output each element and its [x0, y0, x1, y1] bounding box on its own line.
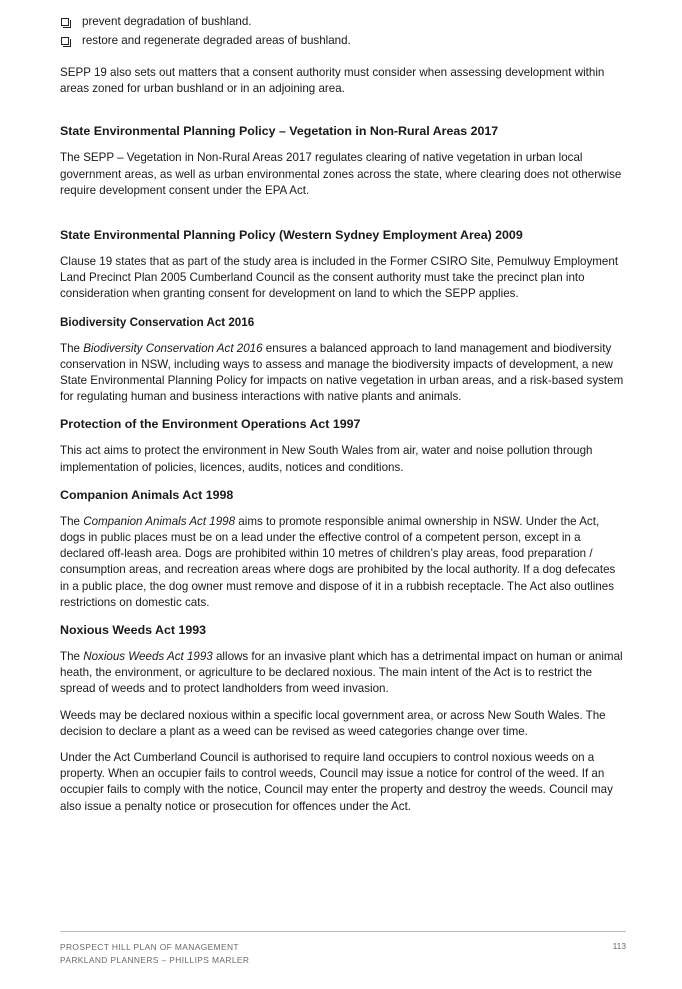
- weeds-post: allows for an invasive plant which has a detrimental impact on human or animal heath, the environment, or agriculture to be declared noxious. The main intent of the Act is to restrict the spread of weeds and to protect landholders from weed invasion.: [60, 650, 623, 696]
- footer-document-title: PROSPECT HILL PLAN OF MANAGEMENT: [60, 942, 239, 952]
- checkbox-bullet-icon: [61, 37, 69, 45]
- weeds-pre: The: [60, 650, 84, 664]
- footer-left: [60, 941, 249, 966]
- weeds-act-title: Noxious Weeds Act 1993: [83, 650, 213, 664]
- bio-post: ensures a balanced approach to land management and biodiversity conservation in NSW, including ways to assess and manage the biodiversity impacts of development, a new State Environmental Planning Policy for impacts on native vegetation in urban areas, and a risk-based system for regulating human and business interactions with native plants and animals.: [60, 341, 624, 404]
- bio-pre: The: [60, 341, 84, 355]
- veg-heading: State Environmental Planning Policy – Vegetation in Non-Rural Areas 2017: [60, 124, 499, 139]
- poeo-heading: Protection of the Environment Operations Act 1997: [60, 417, 361, 432]
- weeds-paragraph-3: Under the Act Cumberland Council is authorised to require land occupiers to control noxious weeds on a property. When an occupier fails to control weeds, Council may issue a notice for control of the weed. If an occupier fails to comply with the notice, Council may enter the property and destroy the weeds. Council may also issue a penalty notice or prosecution for offences under the Act.: [60, 751, 613, 813]
- animals-act-title: Companion Animals Act 1998: [83, 514, 236, 528]
- bio-paragraph: [60, 341, 626, 406]
- bullet-item: [60, 12, 626, 31]
- weeds-paragraph: [60, 649, 626, 698]
- checkbox-bullet-icon: [61, 18, 69, 26]
- bio-act-title: Biodiversity Conservation Act 2016: [83, 341, 263, 355]
- weeds-paragraph-2: Weeds may be declared noxious within a specific local government area, or across New South Wales. The decision to declare a plant as a weed can be revised as weed categories change over time.: [60, 708, 606, 738]
- bullet-text: restore and regenerate degraded areas of bushland.: [82, 34, 351, 47]
- page-content: [60, 12, 626, 815]
- page-footer: [60, 931, 626, 965]
- animals-post: aims to promote responsible animal ownership in NSW. Under the Act, dogs in public places must be on a lead under the effective control of a competent person, except in a declared off-leash area. Dogs are prohibited within 10 metres of children’s play areas, food preparation / consumption areas, and recreation areas where dogs are prohibited by the local authority. If a dog defecates in a public place, the dog owner must remove and dispose of it in a rubbish receptacle. The Act also outlines restrictions on domestic cats.: [60, 514, 616, 609]
- footer-authors: PARKLAND PLANNERS – PHILLIPS MARLER: [60, 954, 250, 965]
- veg-paragraph: The SEPP – Vegetation in Non-Rural Areas 2017 regulates clearing of native vegetation in urban local government areas, as well as urban environmental zones across the state, where clearing does not otherwise require development consent under the EPA Act.: [60, 151, 622, 197]
- animals-pre: The: [60, 514, 84, 528]
- bullet-item: [60, 31, 626, 50]
- sepp19-paragraph: SEPP 19 also sets out matters that a consent authority must consider when assessing development within areas zoned for urban bushland or in an adjoining area.: [60, 66, 605, 96]
- page-number: 113: [612, 941, 626, 951]
- weeds-heading: Noxious Weeds Act 1993: [60, 623, 206, 638]
- bullet-text: prevent degradation of bushland.: [82, 15, 252, 28]
- bio-heading: Biodiversity Conservation Act 2016: [60, 315, 255, 329]
- wsea-heading: State Environmental Planning Policy (Western Sydney Employment Area) 2009: [60, 228, 523, 243]
- animals-paragraph: [60, 514, 626, 611]
- wsea-paragraph: Clause 19 states that as part of the study area is included in the Former CSIRO Site, Pemulwuy Employment Land Precinct Plan 2005 Cumberland Council as the consent authority must take the precinct plan into consideration when granting consent for development on land to which the SEPP applies.: [60, 255, 619, 301]
- animals-heading: Companion Animals Act 1998: [60, 487, 234, 502]
- poeo-paragraph: This act aims to protect the environment in New South Wales from air, water and noise pollution through implementation of policies, licences, audits, notices and conditions.: [60, 444, 593, 474]
